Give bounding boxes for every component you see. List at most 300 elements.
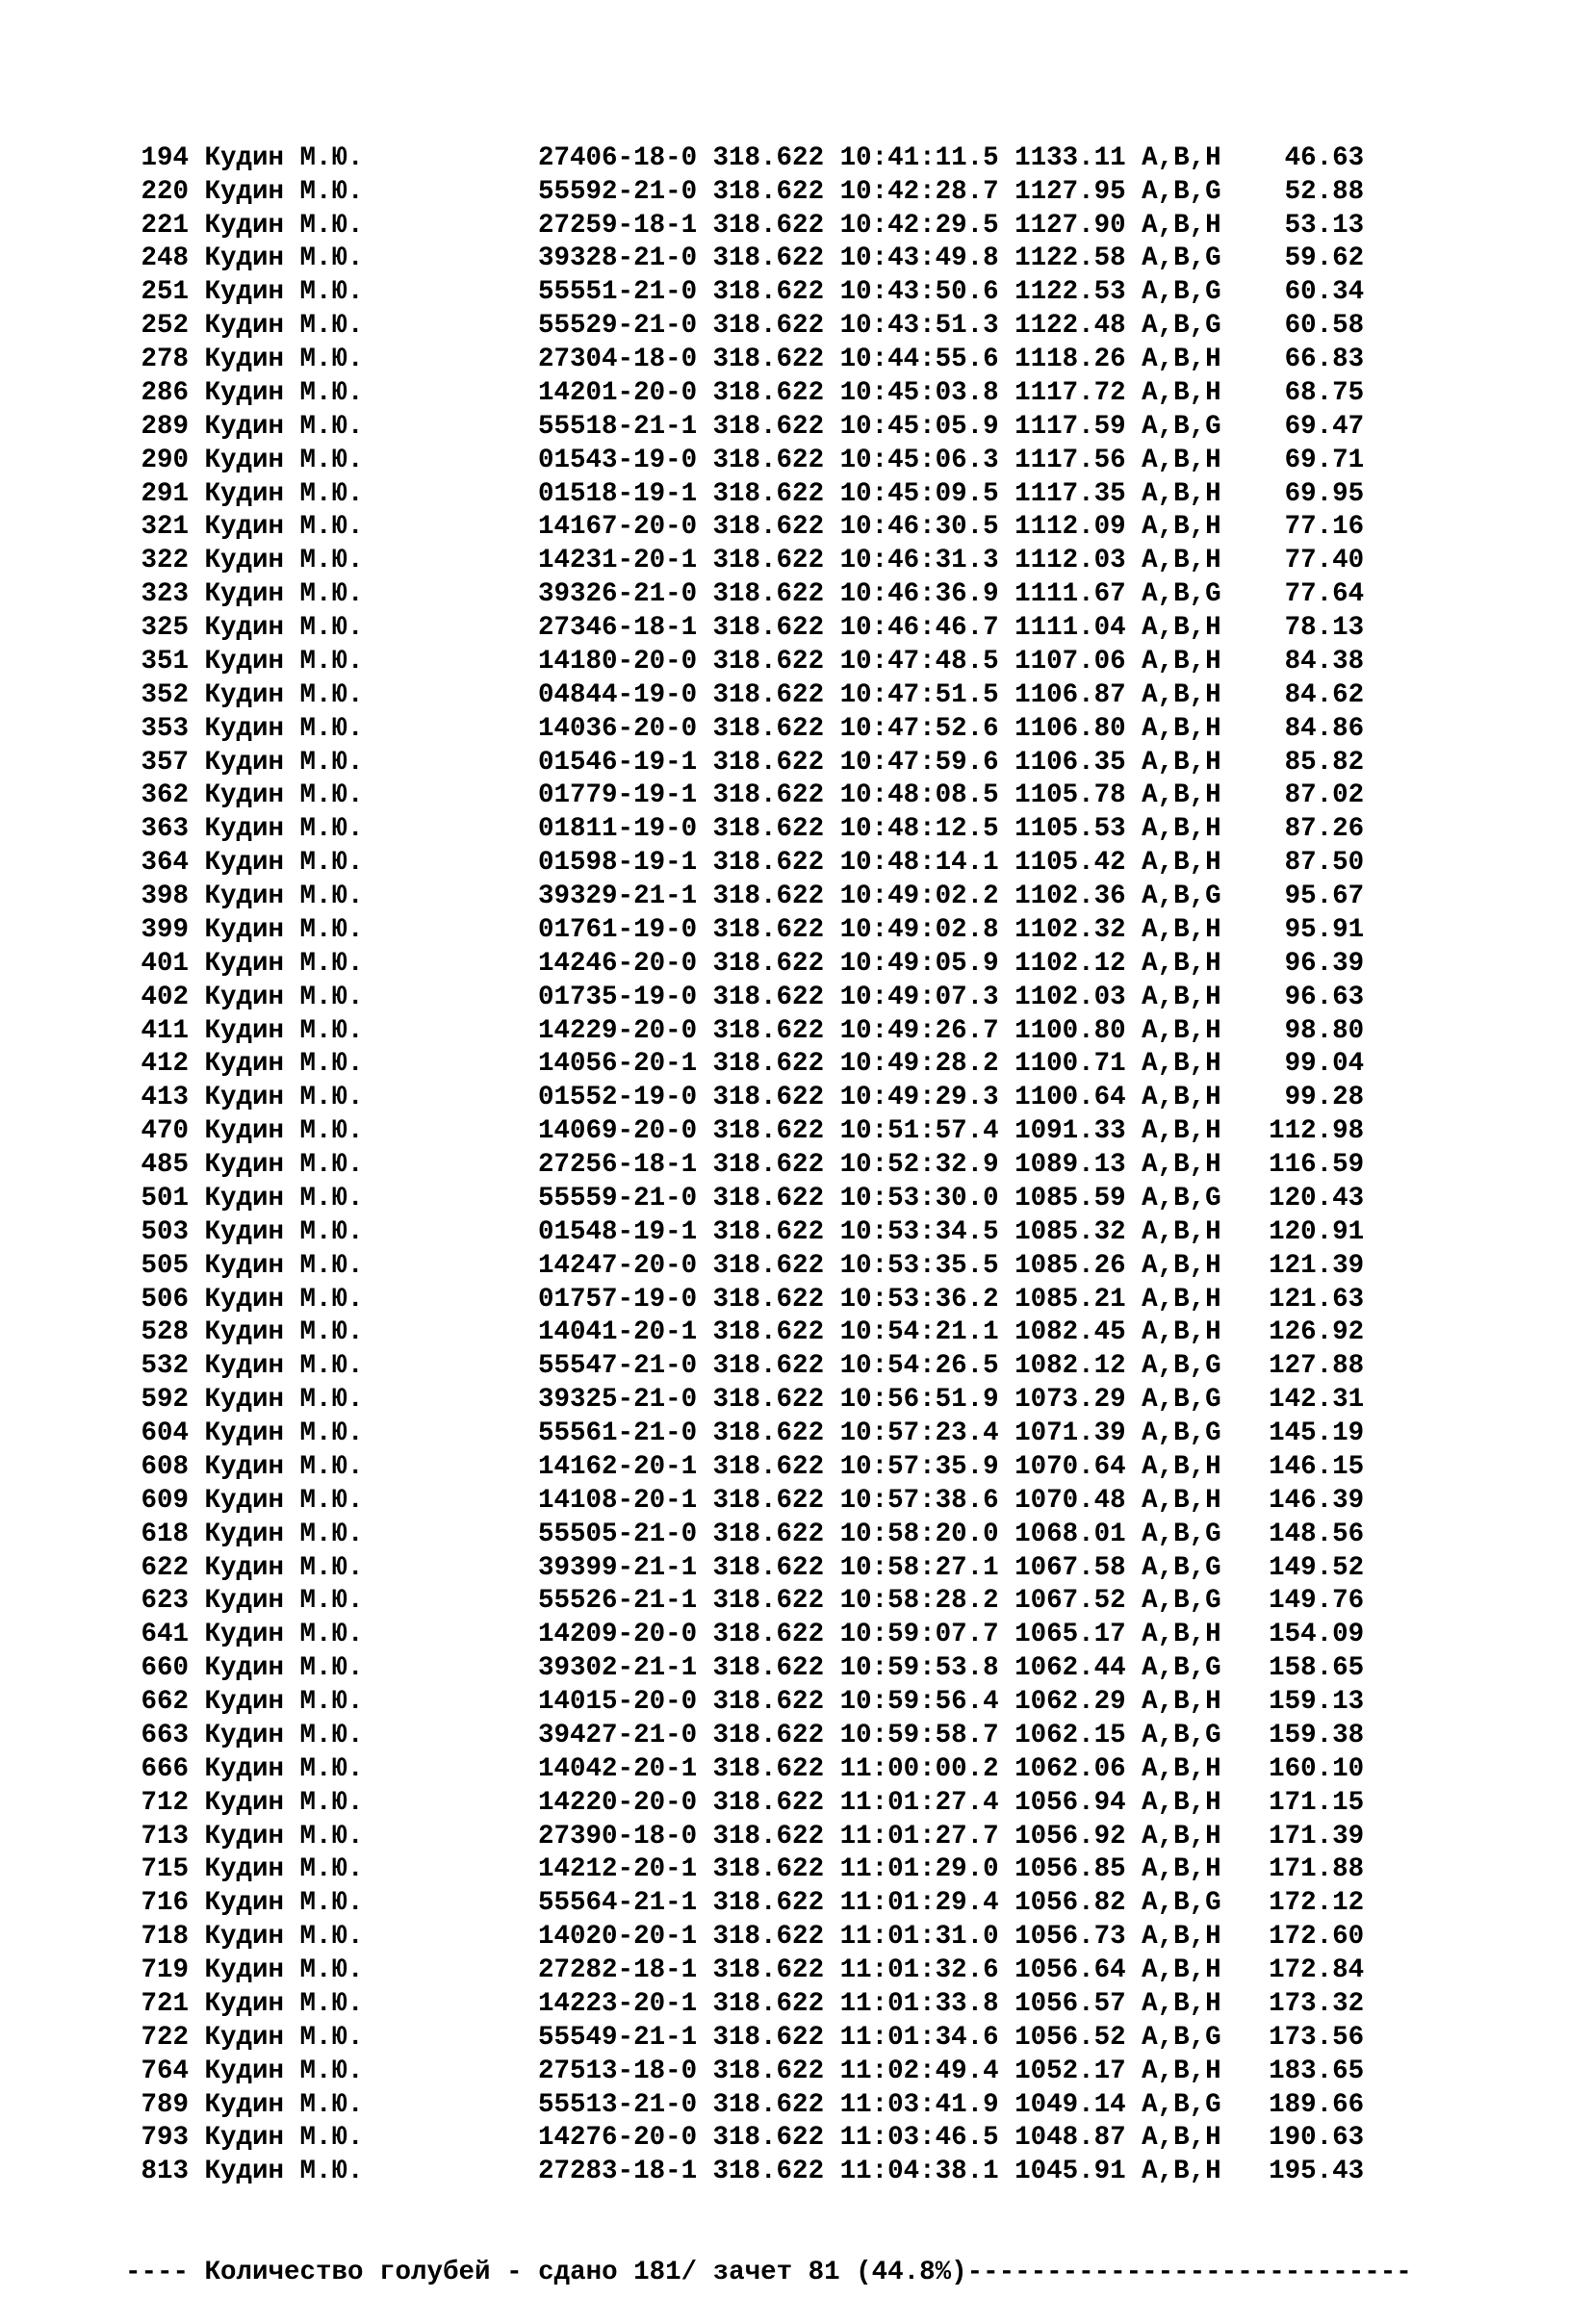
place-cell: 604	[141, 1418, 189, 1448]
result-row	[125, 276, 1412, 310]
coefficient-cell: 77.16	[1284, 512, 1365, 543]
speed-cell: 1127.90	[1014, 210, 1126, 241]
coefficient-cell: 46.63	[1284, 142, 1365, 173]
ring-number-cell: 27390-18-0	[538, 1821, 698, 1852]
coefficient-cell: 52.88	[1284, 176, 1365, 207]
place-cell: 352	[141, 679, 189, 710]
place-cell: 412	[141, 1049, 189, 1080]
coefficient-cell: 171.15	[1269, 1787, 1365, 1818]
ring-number-cell: 14015-20-0	[538, 1687, 698, 1717]
categories-cell: A,B,H	[1142, 1250, 1221, 1281]
coefficient-cell: 77.64	[1284, 579, 1365, 610]
distance-cell: 318.622	[712, 881, 825, 911]
place-cell: 291	[141, 478, 189, 509]
ring-number-cell: 14220-20-0	[538, 1787, 698, 1818]
categories-cell: A,B,G	[1142, 1519, 1221, 1549]
ring-number-cell: 39427-21-0	[538, 1720, 698, 1750]
arrival-time-cell: 10:47:48.5	[839, 646, 999, 677]
coefficient-cell: 66.83	[1284, 345, 1365, 374]
arrival-time-cell: 11:01:32.6	[839, 1955, 999, 1985]
place-cell: 399	[141, 914, 189, 945]
arrival-time-cell: 10:53:34.5	[839, 1216, 999, 1247]
place-cell: 663	[141, 1720, 189, 1750]
distance-cell: 318.622	[712, 1552, 825, 1583]
result-row	[125, 1552, 1412, 1586]
arrival-time-cell: 10:49:07.3	[839, 982, 999, 1012]
categories-cell: A,B,H	[1142, 546, 1221, 576]
ring-number-cell: 27256-18-1	[538, 1150, 698, 1180]
arrival-time-cell: 10:59:58.7	[839, 1720, 999, 1750]
distance-cell: 318.622	[712, 1687, 825, 1717]
distance-cell: 318.622	[712, 2123, 825, 2154]
result-row	[125, 914, 1412, 948]
place-cell: 252	[141, 311, 189, 342]
arrival-time-cell: 10:59:53.8	[839, 1653, 999, 1684]
result-row	[125, 478, 1412, 512]
coefficient-cell: 183.65	[1269, 2056, 1365, 2086]
ring-number-cell: 39328-21-0	[538, 243, 698, 274]
categories-cell: A,B,G	[1142, 1888, 1221, 1919]
result-row	[125, 1652, 1412, 1686]
distance-cell: 318.622	[712, 345, 825, 374]
result-row	[125, 982, 1412, 1015]
arrival-time-cell: 10:47:59.6	[839, 747, 999, 778]
arrival-time-cell: 10:49:02.2	[839, 881, 999, 911]
result-row	[125, 1485, 1412, 1519]
arrival-time-cell: 10:48:14.1	[839, 848, 999, 879]
arrival-time-cell: 11:01:27.4	[839, 1787, 999, 1818]
fancier-name-cell: Кудин М.Ю.	[204, 613, 364, 643]
place-cell: 364	[141, 848, 189, 879]
coefficient-cell: 159.38	[1269, 1720, 1365, 1750]
distance-cell: 318.622	[712, 1183, 825, 1213]
arrival-time-cell: 10:46:30.5	[839, 512, 999, 543]
coefficient-cell: 59.62	[1284, 243, 1365, 274]
ring-number-cell: 39329-21-1	[538, 881, 698, 911]
arrival-time-cell: 10:59:07.7	[839, 1620, 999, 1650]
speed-cell: 1070.64	[1014, 1451, 1126, 1482]
fancier-name-cell: Кудин М.Ю.	[204, 1955, 364, 1985]
categories-cell: A,B,G	[1142, 1351, 1221, 1382]
distance-cell: 318.622	[712, 1955, 825, 1985]
categories-cell: A,B,H	[1142, 1988, 1221, 2019]
result-row	[125, 1787, 1412, 1821]
speed-cell: 1049.14	[1014, 2089, 1126, 2120]
speed-cell: 1045.91	[1014, 2157, 1126, 2187]
coefficient-cell: 96.39	[1284, 948, 1365, 979]
place-cell: 220	[141, 176, 189, 207]
arrival-time-cell: 11:01:29.0	[839, 1854, 999, 1885]
place-cell: 608	[141, 1451, 189, 1482]
arrival-time-cell: 10:56:51.9	[839, 1385, 999, 1416]
place-cell: 528	[141, 1317, 189, 1348]
categories-cell: A,B,H	[1142, 914, 1221, 945]
result-row	[125, 2056, 1412, 2089]
categories-cell: A,B,H	[1142, 1854, 1221, 1885]
arrival-time-cell: 10:57:35.9	[839, 1451, 999, 1482]
result-row	[125, 1954, 1412, 1988]
ring-number-cell: 39399-21-1	[538, 1552, 698, 1583]
speed-cell: 1062.15	[1014, 1720, 1126, 1750]
fancier-name-cell: Кудин М.Ю.	[204, 1049, 364, 1080]
fancier-name-cell: Кудин М.Ю.	[204, 277, 364, 308]
coefficient-cell: 99.04	[1284, 1049, 1365, 1080]
arrival-time-cell: 10:46:46.7	[839, 613, 999, 643]
categories-cell: A,B,H	[1142, 713, 1221, 744]
fancier-name-cell: Кудин М.Ю.	[204, 1620, 364, 1650]
distance-cell: 318.622	[712, 1250, 825, 1281]
result-row	[125, 1988, 1412, 2022]
ring-number-cell: 14167-20-0	[538, 512, 698, 543]
speed-cell: 1067.58	[1014, 1552, 1126, 1583]
ring-number-cell: 55559-21-0	[538, 1183, 698, 1213]
categories-cell: A,B,H	[1142, 2157, 1221, 2187]
result-row	[125, 1451, 1412, 1485]
results-table	[125, 142, 1412, 2189]
ring-number-cell: 01598-19-1	[538, 848, 698, 879]
speed-cell: 1133.11	[1014, 142, 1126, 173]
distance-cell: 318.622	[712, 512, 825, 543]
distance-cell: 318.622	[712, 1821, 825, 1852]
result-row	[125, 1015, 1412, 1049]
ring-number-cell: 55518-21-1	[538, 411, 698, 442]
ring-number-cell: 01546-19-1	[538, 747, 698, 778]
arrival-time-cell: 10:42:28.7	[839, 176, 999, 207]
categories-cell: A,B,G	[1142, 176, 1221, 207]
result-row	[125, 713, 1412, 747]
place-cell: 592	[141, 1385, 189, 1416]
speed-cell: 1105.42	[1014, 848, 1126, 879]
arrival-time-cell: 11:01:31.0	[839, 1922, 999, 1953]
speed-cell: 1106.80	[1014, 713, 1126, 744]
ring-number-cell: 27304-18-0	[538, 345, 698, 374]
place-cell: 289	[141, 411, 189, 442]
distance-cell: 318.622	[712, 579, 825, 610]
fancier-name-cell: Кудин М.Ю.	[204, 914, 364, 945]
ring-number-cell: 14229-20-0	[538, 1015, 698, 1046]
fancier-name-cell: Кудин М.Ю.	[204, 345, 364, 374]
distance-cell: 318.622	[712, 780, 825, 811]
ring-number-cell: 14180-20-0	[538, 646, 698, 677]
categories-cell: A,B,G	[1142, 1385, 1221, 1416]
coefficient-cell: 98.80	[1284, 1015, 1365, 1046]
result-row	[125, 679, 1412, 713]
distance-cell: 318.622	[712, 814, 825, 845]
coefficient-cell: 53.13	[1284, 210, 1365, 241]
fancier-name-cell: Кудин М.Ю.	[204, 1552, 364, 1583]
speed-cell: 1089.13	[1014, 1150, 1126, 1180]
fancier-name-cell: Кудин М.Ю.	[204, 881, 364, 911]
place-cell: 618	[141, 1519, 189, 1549]
ring-number-cell: 14042-20-1	[538, 1753, 698, 1784]
categories-cell: A,B,H	[1142, 613, 1221, 643]
result-row	[125, 2022, 1412, 2056]
fancier-name-cell: Кудин М.Ю.	[204, 780, 364, 811]
ring-number-cell: 55526-21-1	[538, 1586, 698, 1617]
speed-cell: 1111.04	[1014, 613, 1126, 643]
categories-cell: A,B,H	[1142, 1821, 1221, 1852]
coefficient-cell: 158.65	[1269, 1653, 1365, 1684]
result-row	[125, 1821, 1412, 1854]
coefficient-cell: 84.38	[1284, 646, 1365, 677]
fancier-name-cell: Кудин М.Ю.	[204, 1116, 364, 1147]
categories-cell: A,B,G	[1142, 243, 1221, 274]
arrival-time-cell: 10:47:51.5	[839, 679, 999, 710]
ring-number-cell: 55551-21-0	[538, 277, 698, 308]
result-row	[125, 1384, 1412, 1417]
ring-number-cell: 14020-20-1	[538, 1922, 698, 1953]
result-row	[125, 779, 1412, 813]
distance-cell: 318.622	[712, 948, 825, 979]
result-row	[125, 1585, 1412, 1619]
place-cell: 622	[141, 1552, 189, 1583]
arrival-time-cell: 11:00:00.2	[839, 1753, 999, 1784]
distance-cell: 318.622	[712, 377, 825, 408]
fancier-name-cell: Кудин М.Ю.	[204, 243, 364, 274]
speed-cell: 1082.45	[1014, 1317, 1126, 1348]
result-row	[125, 948, 1412, 982]
fancier-name-cell: Кудин М.Ю.	[204, 814, 364, 845]
result-row	[125, 813, 1412, 847]
speed-cell: 1102.32	[1014, 914, 1126, 945]
place-cell: 609	[141, 1485, 189, 1516]
distance-cell: 318.622	[712, 210, 825, 241]
result-row	[125, 747, 1412, 780]
distance-cell: 318.622	[712, 243, 825, 274]
categories-cell: A,B,H	[1142, 478, 1221, 509]
fancier-name-cell: Кудин М.Ю.	[204, 1150, 364, 1180]
speed-cell: 1100.80	[1014, 1015, 1126, 1046]
speed-cell: 1052.17	[1014, 2056, 1126, 2086]
arrival-time-cell: 10:49:02.8	[839, 914, 999, 945]
distance-cell: 318.622	[712, 1418, 825, 1448]
speed-cell: 1085.21	[1014, 1284, 1126, 1315]
coefficient-cell: 120.43	[1269, 1183, 1365, 1213]
speed-cell: 1117.59	[1014, 411, 1126, 442]
result-row	[125, 411, 1412, 445]
place-cell: 248	[141, 243, 189, 274]
distance-cell: 318.622	[712, 1753, 825, 1784]
place-cell: 398	[141, 881, 189, 911]
categories-cell: A,B,H	[1142, 1485, 1221, 1516]
fancier-name-cell: Кудин М.Ю.	[204, 579, 364, 610]
coefficient-cell: 160.10	[1269, 1753, 1365, 1784]
coefficient-cell: 190.63	[1269, 2123, 1365, 2154]
ring-number-cell: 01757-19-0	[538, 1284, 698, 1315]
distance-cell: 318.622	[712, 2089, 825, 2120]
speed-cell: 1106.35	[1014, 747, 1126, 778]
fancier-name-cell: Кудин М.Ю.	[204, 1317, 364, 1348]
place-cell: 764	[141, 2056, 189, 2086]
distance-cell: 318.622	[712, 1150, 825, 1180]
fancier-name-cell: Кудин М.Ю.	[204, 713, 364, 744]
coefficient-cell: 87.50	[1284, 848, 1365, 879]
result-row	[125, 578, 1412, 612]
result-row	[125, 210, 1412, 243]
categories-cell: A,B,H	[1142, 780, 1221, 811]
coefficient-cell: 69.95	[1284, 478, 1365, 509]
speed-cell: 1117.72	[1014, 377, 1126, 408]
arrival-time-cell: 10:46:31.3	[839, 546, 999, 576]
distance-cell: 318.622	[712, 1519, 825, 1549]
speed-cell: 1056.92	[1014, 1821, 1126, 1852]
result-row	[125, 1720, 1412, 1753]
categories-cell: A,B,H	[1142, 814, 1221, 845]
place-cell: 532	[141, 1351, 189, 1382]
fancier-name-cell: Кудин М.Ю.	[204, 1821, 364, 1852]
coefficient-cell: 87.02	[1284, 780, 1365, 811]
distance-cell: 318.622	[712, 1116, 825, 1147]
arrival-time-cell: 11:02:49.4	[839, 2056, 999, 2086]
ring-number-cell: 27346-18-1	[538, 613, 698, 643]
fancier-name-cell: Кудин М.Ю.	[204, 1753, 364, 1784]
speed-cell: 1100.64	[1014, 1083, 1126, 1113]
speed-cell: 1067.52	[1014, 1586, 1126, 1617]
arrival-time-cell: 10:42:29.5	[839, 210, 999, 241]
categories-cell: A,B,H	[1142, 1317, 1221, 1348]
arrival-time-cell: 10:43:50.6	[839, 277, 999, 308]
result-row	[125, 511, 1412, 545]
fancier-name-cell: Кудин М.Ю.	[204, 1988, 364, 2019]
result-row	[125, 2122, 1412, 2156]
ring-number-cell: 14036-20-0	[538, 713, 698, 744]
summary-text: ---- Количество голубей - сдано 181/ зачет 81 (44.8%)----------------------------	[125, 2257, 1412, 2287]
result-row	[125, 1887, 1412, 1921]
place-cell: 503	[141, 1216, 189, 1247]
speed-cell: 1112.09	[1014, 512, 1126, 543]
coefficient-cell: 173.56	[1269, 2022, 1365, 2053]
ring-number-cell: 14201-20-0	[538, 377, 698, 408]
fancier-name-cell: Кудин М.Ю.	[204, 1888, 364, 1919]
speed-cell: 1056.57	[1014, 1988, 1126, 2019]
coefficient-cell: 99.28	[1284, 1083, 1365, 1113]
ring-number-cell: 01543-19-0	[538, 445, 698, 475]
result-row	[125, 1753, 1412, 1787]
categories-cell: A,B,H	[1142, 1620, 1221, 1650]
result-row	[125, 1853, 1412, 1887]
ring-number-cell: 14056-20-1	[538, 1049, 698, 1080]
fancier-name-cell: Кудин М.Ю.	[204, 546, 364, 576]
fancier-name-cell: Кудин М.Ю.	[204, 2056, 364, 2086]
distance-cell: 318.622	[712, 646, 825, 677]
fancier-name-cell: Кудин М.Ю.	[204, 1351, 364, 1382]
coefficient-cell: 95.91	[1284, 914, 1365, 945]
speed-cell: 1105.53	[1014, 814, 1126, 845]
distance-cell: 318.622	[712, 1284, 825, 1315]
coefficient-cell: 146.15	[1269, 1451, 1365, 1482]
categories-cell: A,B,H	[1142, 142, 1221, 173]
fancier-name-cell: Кудин М.Ю.	[204, 1687, 364, 1717]
ring-number-cell: 01548-19-1	[538, 1216, 698, 1247]
categories-cell: A,B,H	[1142, 1955, 1221, 1985]
distance-cell: 318.622	[712, 1854, 825, 1885]
place-cell: 505	[141, 1250, 189, 1281]
speed-cell: 1085.32	[1014, 1216, 1126, 1247]
distance-cell: 318.622	[712, 1049, 825, 1080]
fancier-name-cell: Кудин М.Ю.	[204, 1083, 364, 1113]
categories-cell: A,B,G	[1142, 881, 1221, 911]
ring-number-cell: 01552-19-0	[538, 1083, 698, 1113]
speed-cell: 1062.06	[1014, 1753, 1126, 1784]
distance-cell: 318.622	[712, 445, 825, 475]
coefficient-cell: 173.32	[1269, 1988, 1365, 2019]
ring-number-cell: 14162-20-1	[538, 1451, 698, 1482]
place-cell: 325	[141, 613, 189, 643]
categories-cell: A,B,H	[1142, 345, 1221, 374]
categories-cell: A,B,H	[1142, 2123, 1221, 2154]
fancier-name-cell: Кудин М.Ю.	[204, 982, 364, 1012]
arrival-time-cell: 10:57:38.6	[839, 1485, 999, 1516]
coefficient-cell: 120.91	[1269, 1216, 1365, 1247]
results-document	[125, 75, 1412, 2324]
speed-cell: 1091.33	[1014, 1116, 1126, 1147]
coefficient-cell: 96.63	[1284, 982, 1365, 1012]
coefficient-cell: 159.13	[1269, 1687, 1365, 1717]
coefficient-cell: 121.39	[1269, 1250, 1365, 1281]
coefficient-cell: 112.98	[1269, 1116, 1365, 1147]
result-row	[125, 2156, 1412, 2189]
speed-cell: 1070.48	[1014, 1485, 1126, 1516]
categories-cell: A,B,H	[1142, 512, 1221, 543]
arrival-time-cell: 11:04:38.1	[839, 2157, 999, 2187]
distance-cell: 318.622	[712, 311, 825, 342]
coefficient-cell: 78.13	[1284, 613, 1365, 643]
arrival-time-cell: 10:54:21.1	[839, 1317, 999, 1348]
arrival-time-cell: 10:49:28.2	[839, 1049, 999, 1080]
ring-number-cell: 14223-20-1	[538, 1988, 698, 2019]
speed-cell: 1065.17	[1014, 1620, 1126, 1650]
fancier-name-cell: Кудин М.Ю.	[204, 1284, 364, 1315]
arrival-time-cell: 10:58:20.0	[839, 1519, 999, 1549]
categories-cell: A,B,H	[1142, 1150, 1221, 1180]
fancier-name-cell: Кудин М.Ю.	[204, 1720, 364, 1750]
distance-cell: 318.622	[712, 1653, 825, 1684]
fancier-name-cell: Кудин М.Ю.	[204, 679, 364, 710]
result-row	[125, 1115, 1412, 1149]
place-cell: 716	[141, 1888, 189, 1919]
coefficient-cell: 69.71	[1284, 445, 1365, 475]
result-row	[125, 881, 1412, 914]
distance-cell: 318.622	[712, 176, 825, 207]
speed-cell: 1122.53	[1014, 277, 1126, 308]
arrival-time-cell: 10:53:36.2	[839, 1284, 999, 1315]
speed-cell: 1056.82	[1014, 1888, 1126, 1919]
arrival-time-cell: 10:45:03.8	[839, 377, 999, 408]
distance-cell: 318.622	[712, 679, 825, 710]
categories-cell: A,B,G	[1142, 411, 1221, 442]
ring-number-cell: 01779-19-1	[538, 780, 698, 811]
place-cell: 712	[141, 1787, 189, 1818]
fancier-name-cell: Кудин М.Ю.	[204, 1653, 364, 1684]
fancier-name-cell: Кудин М.Ю.	[204, 377, 364, 408]
place-cell: 363	[141, 814, 189, 845]
fancier-name-cell: Кудин М.Ю.	[204, 1922, 364, 1953]
place-cell: 660	[141, 1653, 189, 1684]
ring-number-cell: 55529-21-0	[538, 311, 698, 342]
speed-cell: 1111.67	[1014, 579, 1126, 610]
arrival-time-cell: 10:49:26.7	[839, 1015, 999, 1046]
coefficient-cell: 148.56	[1269, 1519, 1365, 1549]
fancier-name-cell: Кудин М.Ю.	[204, 1519, 364, 1549]
categories-cell: A,B,H	[1142, 1451, 1221, 1482]
speed-cell: 1062.44	[1014, 1653, 1126, 1684]
fancier-name-cell: Кудин М.Ю.	[204, 411, 364, 442]
ring-number-cell: 14108-20-1	[538, 1485, 698, 1516]
fancier-name-cell: Кудин М.Ю.	[204, 2157, 364, 2187]
fancier-name-cell: Кудин М.Ю.	[204, 142, 364, 173]
result-row	[125, 142, 1412, 176]
result-row	[125, 545, 1412, 578]
